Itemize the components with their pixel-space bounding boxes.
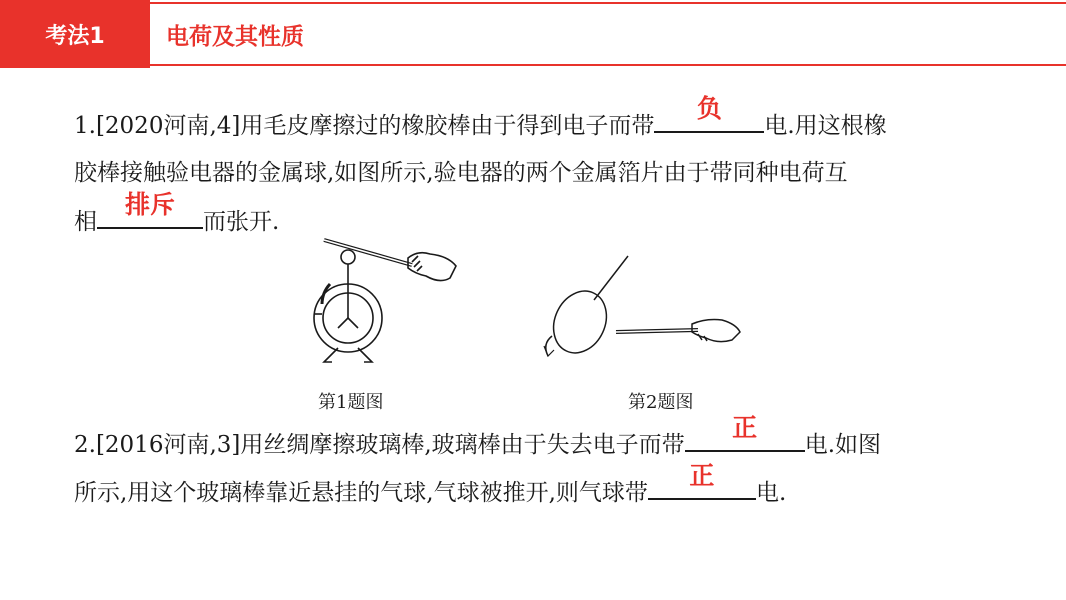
figure-2-caption: 第2题图 [628, 392, 694, 413]
q2-line2 [74, 461, 787, 517]
q2-blank-1 [685, 413, 805, 452]
q1-line1-suffix: 电.用这根橡 [764, 113, 887, 139]
q1-answer-1: 负 [696, 94, 722, 123]
q2-line1-text: 2.[2016河南,3]用丝绸摩擦玻璃棒,玻璃棒由于失去电子而带 [74, 432, 685, 458]
figure-2-balloon [530, 252, 745, 362]
q1-line3-suffix: 而张开. [203, 209, 280, 235]
q2-line1-suffix: 电.如图 [804, 432, 881, 458]
q2-line2-suffix: 电. [755, 480, 787, 506]
q1-line3-text: 相 [74, 209, 97, 235]
q2-answer-2: 正 [689, 461, 715, 490]
q1-line2: 胶棒接触验电器的金属球,如图所示,验电器的两个金属箔片由于带同种电荷互 [74, 160, 848, 186]
q1-line3 [74, 190, 280, 246]
section-header [0, 0, 1066, 68]
section-tag: 考法1 [0, 0, 150, 68]
q2-answer-1: 正 [732, 413, 758, 442]
q1-line1-text: 1.[2020河南,4]用毛皮摩擦过的橡胶棒由于得到电子而带 [74, 113, 655, 139]
q1-blank-1 [654, 94, 764, 133]
figure-1-electroscope [300, 232, 460, 367]
q2-line2-text: 所示,用这个玻璃棒靠近悬挂的气球,气球被推开,则气球带 [74, 480, 648, 506]
header-rule-bottom [150, 64, 1066, 66]
q1-answer-2: 排斥 [124, 190, 175, 219]
q1-line1 [74, 94, 887, 150]
figure-1-caption: 第1题图 [318, 392, 384, 413]
q2-line1 [74, 413, 881, 469]
q2-blank-2 [648, 461, 756, 500]
section-title: 电荷及其性质 [166, 23, 304, 50]
q1-blank-2 [97, 190, 203, 229]
